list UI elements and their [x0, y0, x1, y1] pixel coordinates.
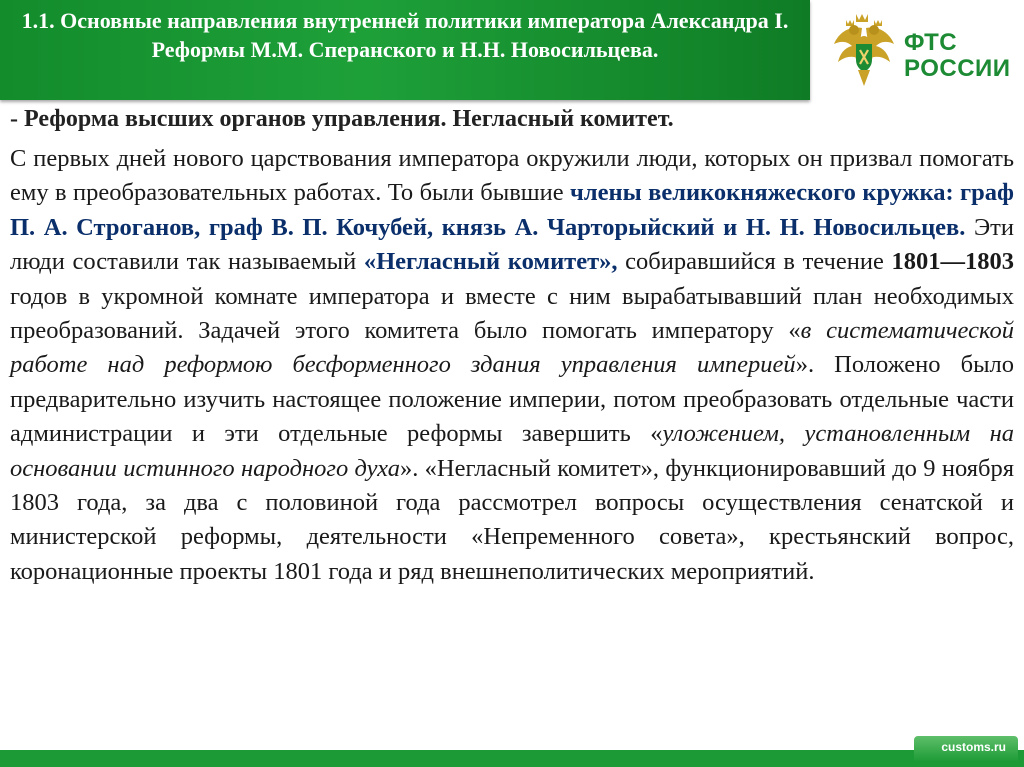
- footer-site-link[interactable]: customs.ru: [941, 740, 1006, 754]
- body-text-segment: Эти люди составили так называемый: [10, 213, 1014, 276]
- logo-text: [904, 30, 1011, 82]
- header-banner: [0, 0, 810, 100]
- italic-quote: уложением, установленным на основании истинного народного духа: [10, 420, 1014, 482]
- body-text-segment: ». «Негласный комитет», функционировавший до 9 ноября 1803 года, за два с половиной года рассмотрел вопросы осуществления сенатской и министерской реформы, деятельности «Непременного совета», крестьянский вопрос, коронационные проекты 1801 года и ряд внешнеполитических мероприятий.: [10, 454, 1014, 585]
- body-text-segment: ». Положено было предварительно изучить настоящее положение империи, потом преобразовать отдельные части администрации и эти отдельные реформы завершить «: [10, 351, 1015, 448]
- highlighted-members: члены великокняжеского кружка: граф П. А. Строганов, граф В. П. Кочубей, князь А. Чарторыйский и Н. Н. Новосильцев.: [10, 179, 1014, 241]
- logo-text-line2: РОССИИ: [904, 55, 1011, 82]
- section-subheading: - Реформа высших органов управления. Негласный комитет.: [10, 106, 674, 132]
- logo-text-line1: ФТС: [904, 29, 958, 56]
- fts-logo: [826, 8, 1016, 92]
- body-text-segment: С первых дней нового царствования императора окружили люди, которых он призвал помогать ему в преобразовательных работах. То были бывшие: [10, 145, 1014, 207]
- bold-years: 1801—1803: [891, 248, 1014, 276]
- slide-title: 1.1. Основные направления внутренней политики императора Александра I. Реформы М.М. Сперанского и Н.Н. Новосильцева.: [21, 8, 789, 62]
- body-text-segment: годов в укромной комнате императора и вместе с ним вырабатывавший план необходимых преобразований. Задачей этого комитета было помогать императору «: [10, 282, 1014, 345]
- body-paragraph: [10, 142, 1014, 589]
- body-text-segment: собиравшийся в течение: [617, 248, 892, 276]
- highlighted-committee-name: «Негласный комитет»,: [363, 248, 618, 276]
- italic-quote: в систематической работе над реформою бесформенного здания управления империей: [10, 317, 1015, 379]
- footer-bar: [0, 750, 1024, 767]
- double-headed-eagle-emblem-icon: [832, 10, 896, 90]
